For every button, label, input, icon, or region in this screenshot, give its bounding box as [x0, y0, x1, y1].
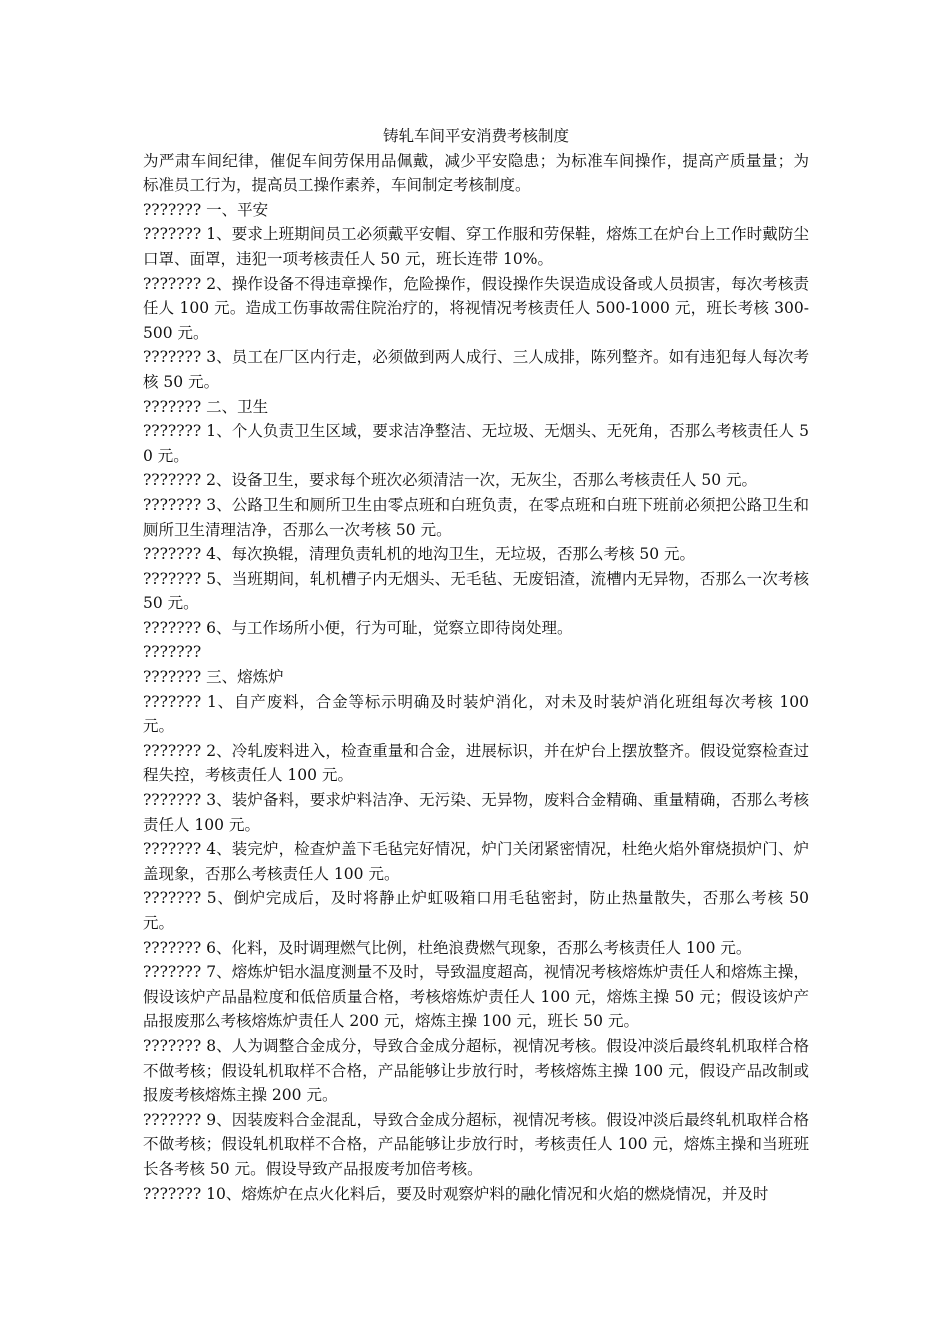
paragraph-furnace-1: ??????? 1、自产废料，合金等标示明确及时装炉消化，对未及时装炉消化班组每次考核 100 元。	[143, 692, 809, 736]
paragraph-furnace-4: ??????? 4、装完炉，检查炉盖下毛毡完好情况，炉门关闭紧密情况，杜绝火焰外窜烧损炉门、炉盖现象，否那么考核责任人 100 元。	[143, 840, 809, 883]
section-heading-safety: ??????? 一、平安	[143, 200, 269, 219]
paragraph-safety-1: ??????? 1、要求上班期间员工必须戴平安帽、穿工作服和劳保鞋，熔炼工在炉台上工作时戴防尘口罩、面罩，违犯一项考核责任人 50 元，班长连带 10%。	[143, 225, 809, 268]
section-heading-hygiene: ??????? 二、卫生	[143, 397, 269, 416]
section-heading-furnace: ??????? 三、熔炼炉	[143, 668, 284, 687]
paragraph-furnace-5: ??????? 5、倒炉完成后，及时将静止炉虹吸箱口用毛毡密封，防止热量散失，否那么考核 50 元。	[143, 889, 809, 932]
paragraph-safety-2: ??????? 2、操作设备不得违章操作，危险操作，假设操作失误造成设备或人员损害，每次考核责任人 100 元。造成工伤事故需住院治疗的，将视情况考核责任人 500-1000 元，班长考核 300-500 元。	[143, 274, 809, 342]
paragraph-hygiene-2: ??????? 2、设备卫生，要求每个班次必须清洁一次，无灰尘，否那么考核责任人 50 元。	[143, 471, 758, 490]
paragraph-hygiene-6: ??????? 6、与工作场所小便，行为可耻，觉察立即待岗处理。	[143, 618, 573, 637]
paragraph-hygiene-4: ??????? 4、每次换辊，清理负责轧机的地沟卫生，无垃圾，否那么考核 50 元。	[143, 545, 696, 564]
document-title: 铸轧车间平安消费考核制度	[382, 127, 569, 145]
paragraph-safety-3: ??????? 3、员工在厂区内行走，必须做到两人成行、三人成排，陈列整齐。如有违犯每人每次考核 50 元。	[143, 348, 809, 391]
paragraph-furnace-6: ??????? 6、化料，及时调理燃气比例，杜绝浪费燃气现象，否那么考核责任人 100 元。	[143, 938, 752, 957]
paragraph-furnace-10: ??????? 10、熔炼炉在点火化料后，要及时观察炉料的融化情况和火焰的燃烧情况，并及时	[143, 1184, 769, 1203]
paragraph-furnace-9: ??????? 9、因装废料合金混乱，导致合金成分超标，视情况考核。假设冲淡后最终轧机取样合格不做考核；假设轧机取样不合格，产品能够让步放行时，考核责任人 100 元，熔炼主操和当班班长各考核 50 元。假设导致产品报废考加倍考核。	[143, 1110, 809, 1178]
paragraph-furnace-8: ??????? 8、人为调整合金成分，导致合金成分超标，视情况考核。假设冲淡后最终轧机取样合格不做考核；假设轧机取样不合格，产品能够让步放行时，考核熔炼主操 100 元，假设产品改制或报废考核熔炼主操 200 元。	[143, 1036, 809, 1105]
paragraph-furnace-7: ??????? 7、熔炼炉铝水温度测量不及时，导致温度超高，视情况考核熔炼炉责任人和熔炼主操，假设该炉产品晶粒度和低倍质量合格，考核熔炼炉责任人 100 元，熔炼主操 50 元；假设该炉产品报废那么考核熔炼炉责任人 200 元，熔炼主操 100 元，班长 50 元。	[143, 963, 809, 1031]
document-body	[143, 149, 809, 1207]
paragraph-hygiene-5: ??????? 5、当班期间，轧机槽子内无烟头、无毛毡、无废铝渣，流槽内无异物，否那么一次考核 50 元。	[143, 569, 809, 613]
document-page	[143, 124, 809, 1206]
paragraph-hygiene-1: ??????? 1、个人负责卫生区域，要求洁净整洁、无垃圾、无烟头、无死角，否那么考核责任人 50 元。	[143, 422, 809, 465]
paragraph-blank: ???????	[143, 643, 202, 662]
paragraph-intro: 为严肃车间纪律，催促车间劳保用品佩戴，减少平安隐患；为标准车间操作，提高产质量量；为标准员工行为，提高员工操作素养，车间制定考核制度。	[143, 151, 809, 195]
paragraph-hygiene-3: ??????? 3、公路卫生和厕所卫生由零点班和白班负责，在零点班和白班下班前必须把公路卫生和厕所卫生清理洁净，否那么一次考核 50 元。	[143, 495, 809, 539]
paragraph-furnace-3: ??????? 3、装炉备料，要求炉料洁净、无污染、无异物，废料合金精确、重量精确，否那么考核责任人 100 元。	[143, 791, 809, 834]
paragraph-furnace-2: ??????? 2、冷轧废料进入，检查重量和合金，进展标识，并在炉台上摆放整齐。假设觉察检查过程失控，考核责任人 100 元。	[143, 741, 809, 785]
